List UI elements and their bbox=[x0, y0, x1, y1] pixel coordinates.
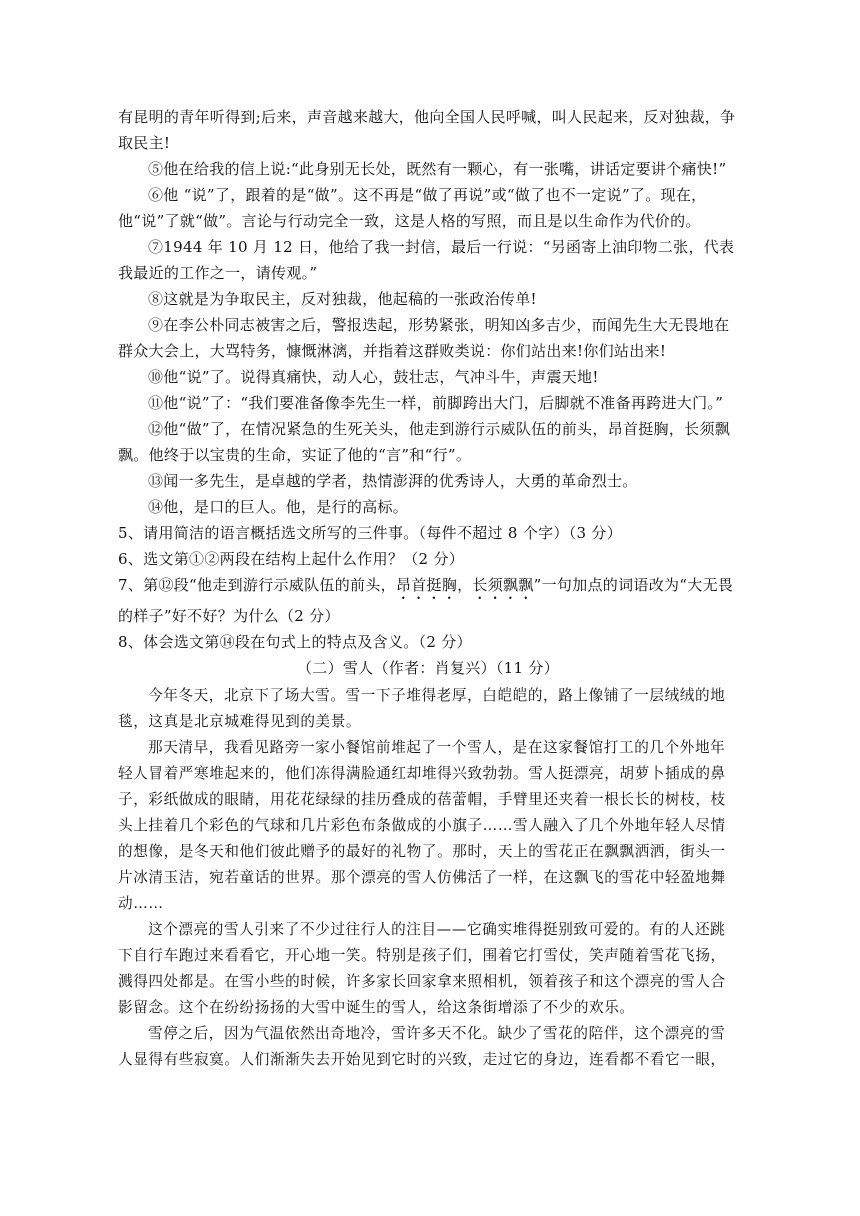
paragraph-9: ⑨在李公朴同志被害之后，警报迭起，形势紧张，明知凶多吉少，而闻先生大无畏地在群众大会上，大骂特务，慷慨淋漓，并指着这群败类说：你们站出来!你们站出来! bbox=[118, 316, 730, 360]
question-5: 5、请用简洁的语言概括选文所写的三件事。（每件不超过 8 个字）（3 分） bbox=[118, 524, 623, 542]
story-paragraph: 今年冬天，北京下了场大雪。雪一下子堆得老厚，白皑皑的，路上像铺了一层绒绒的地毯，这真是北京城难得见到的美景。 bbox=[118, 687, 726, 730]
paragraph-5: ⑤他在给我的信上说:“此身别无长处，既然有一颗心，有一张嘴，讲话定要讲个痛快!” bbox=[148, 160, 727, 178]
question-7-prefix: 7、第⑫段“他走到游行示威队伍的前头， bbox=[118, 576, 396, 594]
question-7-dotted-words: 昂首挺胸，长须飘飘 bbox=[395, 576, 534, 594]
story-paragraph: 雪停之后，因为气温依然出奇地冷，雪许多天不化。缺少了雪花的陪伴，这个漂亮的雪人显得有些寂寞。人们渐渐失去开始见到它时的兴致，走过它的身边，连看都不看它一眼， bbox=[118, 1025, 726, 1068]
question-8: 8、体会选文第⑭段在句式上的特点及含义。（2 分） bbox=[118, 633, 472, 651]
paragraph-13: ⑬闻一多先生，是卓越的学者，热情澎湃的优秀诗人，大勇的革命烈士。 bbox=[148, 472, 638, 490]
paragraph-11: ⑪他“说”了：“我们要准备像李先生一样，前脚跨出大门，后脚就不准备再跨进大门。” bbox=[148, 394, 724, 412]
story-paragraph: 那天清早，我看见路旁一家小餐馆前堆起了一个雪人，是在这家餐馆打工的几个外地年轻人冒着严寒堆起来的，他们冻得满脸通红却堆得兴致勃勃。雪人挺漂亮，胡萝卜插成的鼻子，彩纸做成的眼睛，用花花绿绿的挂历叠成的蓓蕾帽，手臂里还夹着一根长长的树枝，枝头上挂着几个彩色的气球和几片彩色布条做成的小旗子……雪人融入了几个外地年轻人尽情的想像，是冬天和他们彼此赠予的最好的礼物了。那时，天上的雪花正在飘飘洒洒，街头一片冰清玉洁，宛若童话的世界。那个漂亮的雪人仿佛活了一样，在这飘飞的雪花中轻盈地舞动…… bbox=[118, 739, 726, 912]
story-snowman bbox=[118, 683, 738, 1073]
question-7-suffix: ”一句加点的词语改为“大无畏的样子”好不好？为什么（2 分） bbox=[118, 576, 734, 625]
paragraph-14: ⑭他，是口的巨人。他，是行的高标。 bbox=[148, 498, 409, 516]
paragraph-10: ⑩他“说”了。说得真痛快，动人心，鼓壮志，气冲斗牛，声震天地! bbox=[148, 368, 599, 386]
document-page bbox=[118, 104, 738, 1073]
section-title: （二）雪人（作者：肖复兴）（11 分） bbox=[296, 659, 560, 677]
question-7 bbox=[118, 572, 738, 629]
paragraph-8: ⑧这就是为争取民主，反对独裁，他起稿的一张政治传单! bbox=[148, 290, 537, 308]
paragraph-6: ⑥他 “说”了，跟着的是“做”。这不再是“做了再说”或“做了也不一定说”了。现在，他“说”了就“做”。言论与行动完全一致，这是人格的写照，而且是以生命作为代价的。 bbox=[118, 186, 707, 230]
story-paragraph: 这个漂亮的雪人引来了不少过往行人的注目——它确实堆得挺别致可爱的。有的人还跳下自行车跑过来看看它，开心地一笑。特别是孩子们，围着它打雪仗，笑声随着雪花飞扬，溅得四处都是。在雪小些的时候，许多家长回家拿来照相机，领着孩子和这个漂亮的雪人合影留念。这个在纷纷扬扬的大雪中诞生的雪人，给这条街增添了不少的欢乐。 bbox=[118, 921, 726, 1016]
paragraph-7: ⑦1944 年 10 月 12 日，他给了我一封信，最后一行说：“另函寄上油印物二张，代表我最近的工作之一，请传观。” bbox=[118, 238, 735, 282]
question-6: 6、选文第①②两段在结构上起什么作用？（2 分） bbox=[118, 550, 465, 568]
passage-continuation: 有昆明的青年听得到;后来，声音越来越大，他向全国人民呼喊，叫人民起来，反对独裁，争取民主! bbox=[118, 108, 736, 152]
paragraph-12: ⑫他“做”了，在情况紧急的生死关头，他走到游行示威队伍的前头，昂首挺胸，长须飘飘。他终于以宝贵的生命，实证了他的“言”和“行”。 bbox=[118, 420, 731, 464]
